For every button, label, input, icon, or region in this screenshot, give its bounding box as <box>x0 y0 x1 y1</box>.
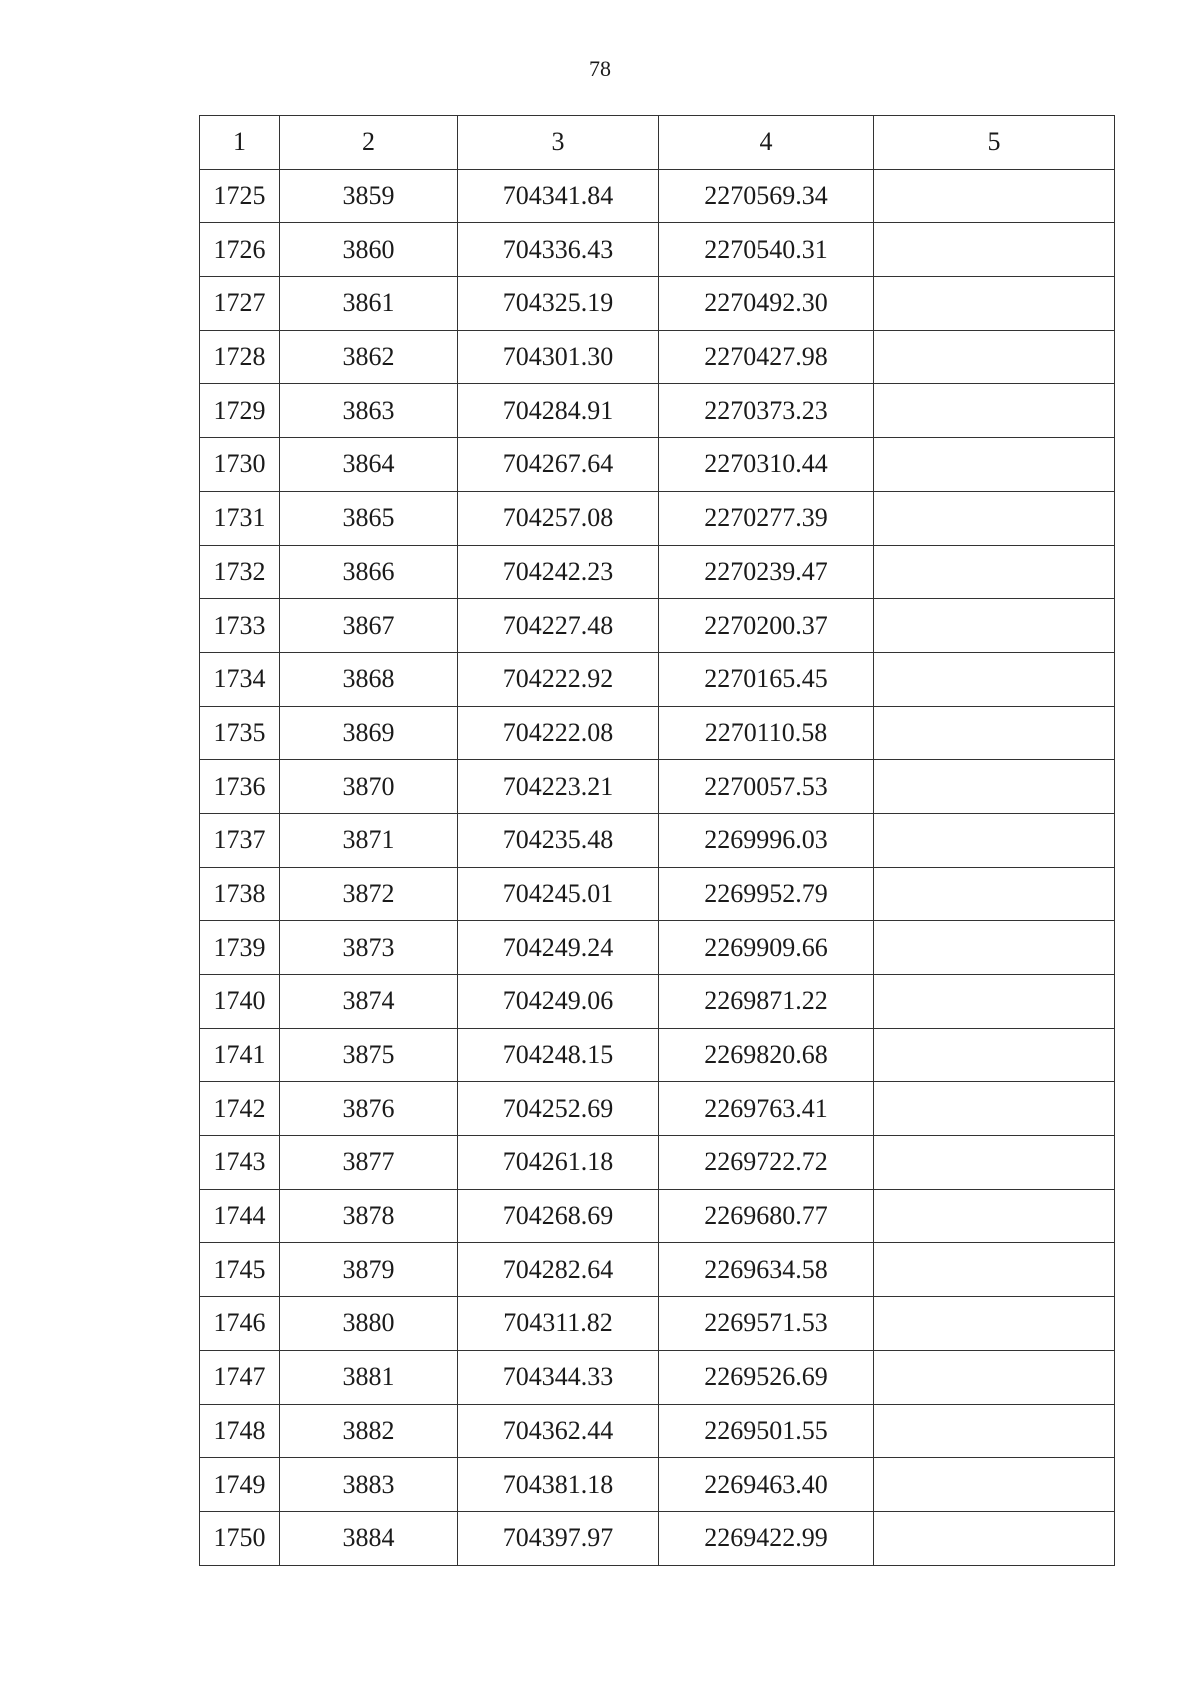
table-row <box>200 1458 1115 1512</box>
table-cell <box>874 438 1115 492</box>
table-cell: 1727 <box>200 277 280 331</box>
table-cell: 3884 <box>280 1511 458 1565</box>
table-cell: 704242.23 <box>458 545 659 599</box>
table-cell <box>874 1511 1115 1565</box>
table-cell: 1742 <box>200 1082 280 1136</box>
table-row <box>200 1297 1115 1351</box>
table-cell: 2269820.68 <box>659 1028 874 1082</box>
table-row <box>200 652 1115 706</box>
table-cell: 3859 <box>280 169 458 223</box>
table-cell: 3863 <box>280 384 458 438</box>
table-cell: 704249.06 <box>458 975 659 1029</box>
table-cell: 704223.21 <box>458 760 659 814</box>
table-cell: 1739 <box>200 921 280 975</box>
table-cell: 1726 <box>200 223 280 277</box>
table-cell: 704245.01 <box>458 867 659 921</box>
table-cell: 704341.84 <box>458 169 659 223</box>
table-cell <box>874 867 1115 921</box>
table-cell: 1735 <box>200 706 280 760</box>
table-cell: 1749 <box>200 1458 280 1512</box>
table-cell: 2269680.77 <box>659 1189 874 1243</box>
table-cell: 3874 <box>280 975 458 1029</box>
table-cell <box>874 545 1115 599</box>
table-cell: 2270569.34 <box>659 169 874 223</box>
table-cell: 704336.43 <box>458 223 659 277</box>
table-row <box>200 706 1115 760</box>
table-cell <box>874 1028 1115 1082</box>
table-cell: 704249.24 <box>458 921 659 975</box>
table-cell: 704362.44 <box>458 1404 659 1458</box>
table-row <box>200 599 1115 653</box>
table-cell <box>874 169 1115 223</box>
table-cell: 704227.48 <box>458 599 659 653</box>
table-body <box>200 169 1115 1565</box>
table-cell: 2269526.69 <box>659 1350 874 1404</box>
column-header-3: 3 <box>458 116 659 170</box>
column-header-2: 2 <box>280 116 458 170</box>
table-cell <box>874 384 1115 438</box>
table-cell: 3877 <box>280 1136 458 1190</box>
table-cell: 3870 <box>280 760 458 814</box>
table-cell: 704325.19 <box>458 277 659 331</box>
page-number: 78 <box>589 56 611 81</box>
table-cell <box>874 1189 1115 1243</box>
table-cell: 3879 <box>280 1243 458 1297</box>
table-cell: 3869 <box>280 706 458 760</box>
table-row <box>200 330 1115 384</box>
table-cell: 704301.30 <box>458 330 659 384</box>
table-cell <box>874 652 1115 706</box>
table-cell: 2269952.79 <box>659 867 874 921</box>
table-cell: 1732 <box>200 545 280 599</box>
table-cell: 1747 <box>200 1350 280 1404</box>
table-row <box>200 1082 1115 1136</box>
table-row <box>200 1404 1115 1458</box>
table-cell: 704222.08 <box>458 706 659 760</box>
table-cell <box>874 330 1115 384</box>
table-row <box>200 867 1115 921</box>
table-cell: 1738 <box>200 867 280 921</box>
table-row <box>200 1350 1115 1404</box>
table-cell <box>874 491 1115 545</box>
table-cell: 3881 <box>280 1350 458 1404</box>
table-cell: 3868 <box>280 652 458 706</box>
table-row <box>200 223 1115 277</box>
table-cell: 1740 <box>200 975 280 1029</box>
table-cell: 3883 <box>280 1458 458 1512</box>
table-cell: 704235.48 <box>458 813 659 867</box>
table-cell: 3871 <box>280 813 458 867</box>
table-cell: 704284.91 <box>458 384 659 438</box>
table-cell <box>874 1243 1115 1297</box>
table-cell: 2270057.53 <box>659 760 874 814</box>
table-cell: 2270110.58 <box>659 706 874 760</box>
table-row <box>200 1243 1115 1297</box>
table-cell: 1744 <box>200 1189 280 1243</box>
table-cell: 2270540.31 <box>659 223 874 277</box>
table-cell: 3882 <box>280 1404 458 1458</box>
table-cell: 2269501.55 <box>659 1404 874 1458</box>
table-cell: 2270165.45 <box>659 652 874 706</box>
table-cell: 1730 <box>200 438 280 492</box>
table-row <box>200 760 1115 814</box>
table-row <box>200 1189 1115 1243</box>
table-row <box>200 1136 1115 1190</box>
table-row <box>200 1028 1115 1082</box>
table-cell: 1746 <box>200 1297 280 1351</box>
table-cell: 704344.33 <box>458 1350 659 1404</box>
table-cell <box>874 1350 1115 1404</box>
table-cell: 2270239.47 <box>659 545 874 599</box>
table-cell: 2269763.41 <box>659 1082 874 1136</box>
table-cell: 704252.69 <box>458 1082 659 1136</box>
table-cell: 1736 <box>200 760 280 814</box>
table-row <box>200 169 1115 223</box>
table-cell <box>874 277 1115 331</box>
column-header-4: 4 <box>659 116 874 170</box>
table-cell: 1745 <box>200 1243 280 1297</box>
table-cell: 1743 <box>200 1136 280 1190</box>
table-cell <box>874 1136 1115 1190</box>
table-cell: 2269571.53 <box>659 1297 874 1351</box>
table-cell: 704381.18 <box>458 1458 659 1512</box>
table-cell: 1731 <box>200 491 280 545</box>
table-cell: 3861 <box>280 277 458 331</box>
table-row <box>200 975 1115 1029</box>
table-cell: 2270277.39 <box>659 491 874 545</box>
table-cell <box>874 599 1115 653</box>
table-cell <box>874 223 1115 277</box>
table-row <box>200 384 1115 438</box>
table-cell: 3862 <box>280 330 458 384</box>
table-cell: 2269422.99 <box>659 1511 874 1565</box>
table-cell: 3873 <box>280 921 458 975</box>
table-row <box>200 438 1115 492</box>
table-cell: 1734 <box>200 652 280 706</box>
column-header-5: 5 <box>874 116 1115 170</box>
table-cell: 1741 <box>200 1028 280 1082</box>
table-cell <box>874 760 1115 814</box>
table-cell: 3865 <box>280 491 458 545</box>
table-cell: 1750 <box>200 1511 280 1565</box>
table-cell: 3878 <box>280 1189 458 1243</box>
table-cell <box>874 1458 1115 1512</box>
table-cell: 3867 <box>280 599 458 653</box>
table-cell: 704248.15 <box>458 1028 659 1082</box>
table-row <box>200 813 1115 867</box>
table-cell: 2270373.23 <box>659 384 874 438</box>
table-cell: 704222.92 <box>458 652 659 706</box>
table-cell: 704282.64 <box>458 1243 659 1297</box>
table-cell: 3875 <box>280 1028 458 1082</box>
table-header-row <box>200 116 1115 170</box>
table-cell: 1729 <box>200 384 280 438</box>
table-cell <box>874 921 1115 975</box>
coordinates-table <box>199 115 1115 1566</box>
table-cell <box>874 1082 1115 1136</box>
table-cell: 1725 <box>200 169 280 223</box>
table-cell: 2269871.22 <box>659 975 874 1029</box>
table-cell: 704268.69 <box>458 1189 659 1243</box>
table-cell: 2269909.66 <box>659 921 874 975</box>
table-cell: 1728 <box>200 330 280 384</box>
table-cell: 1737 <box>200 813 280 867</box>
column-header-1: 1 <box>200 116 280 170</box>
table-row <box>200 545 1115 599</box>
table-cell: 3866 <box>280 545 458 599</box>
table-cell: 2270492.30 <box>659 277 874 331</box>
table-cell <box>874 706 1115 760</box>
table-cell <box>874 1404 1115 1458</box>
table-row <box>200 1511 1115 1565</box>
table-cell: 2269722.72 <box>659 1136 874 1190</box>
table-cell: 1748 <box>200 1404 280 1458</box>
table-cell: 704267.64 <box>458 438 659 492</box>
table-cell: 1733 <box>200 599 280 653</box>
table-cell: 704261.18 <box>458 1136 659 1190</box>
table-cell: 2269996.03 <box>659 813 874 867</box>
table-cell: 3880 <box>280 1297 458 1351</box>
table-cell <box>874 813 1115 867</box>
table-cell <box>874 1297 1115 1351</box>
table-row <box>200 277 1115 331</box>
table-cell: 3872 <box>280 867 458 921</box>
table-cell: 2270200.37 <box>659 599 874 653</box>
table-cell: 2270310.44 <box>659 438 874 492</box>
table-row <box>200 921 1115 975</box>
table-cell: 3860 <box>280 223 458 277</box>
table-cell: 704311.82 <box>458 1297 659 1351</box>
table-row <box>200 491 1115 545</box>
table-cell <box>874 975 1115 1029</box>
table-cell: 2269634.58 <box>659 1243 874 1297</box>
table-cell: 3864 <box>280 438 458 492</box>
table-cell: 3876 <box>280 1082 458 1136</box>
table-cell: 2270427.98 <box>659 330 874 384</box>
table-cell: 704257.08 <box>458 491 659 545</box>
table-cell: 2269463.40 <box>659 1458 874 1512</box>
table-cell: 704397.97 <box>458 1511 659 1565</box>
